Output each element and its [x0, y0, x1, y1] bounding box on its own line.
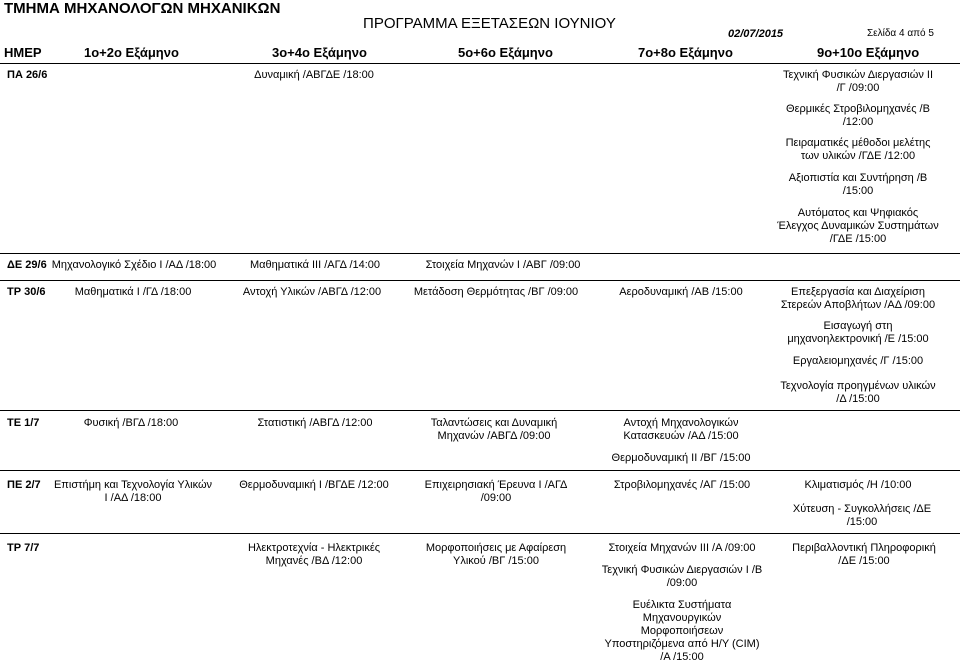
- exam-entry: Τεχνολογία προηγμένων υλικών /Δ /15:00: [780, 380, 936, 405]
- day-label: ΤΡ 30/6: [7, 286, 46, 298]
- exam-entry: Θερμικές Στροβιλομηχανές /Β /12:00: [786, 103, 930, 128]
- exam-entry: Πειραματικές μέθοδοι μελέτης των υλικών /ΓΔΕ /12:00: [785, 137, 931, 162]
- day-label: ΠΕ 2/7: [7, 479, 41, 491]
- exam-entry: Μετάδοση Θερμότητας /ΒΓ /09:00: [413, 286, 579, 298]
- exam-entry: Μηχανολογικό Σχέδιο Ι /ΑΔ /18:00: [51, 259, 217, 271]
- page-title: ΠΡΟΓΡΑΜΜΑ ΕΞΕΤΑΣΕΩΝ ΙΟΥΝΙΟΥ: [363, 15, 616, 32]
- exam-entry: Τεχνική Φυσικών Διεργασιών ΙΙ /Γ /09:00: [782, 69, 934, 94]
- exam-entry: Ταλαντώσεις και Δυναμική Μηχανών /ΑΒΓΔ /09:00: [430, 417, 558, 442]
- exam-entry: Μορφοποιήσεις με Αφαίρεση Υλικού /ΒΓ /15:00: [425, 542, 567, 567]
- exam-entry: Αξιοπιστία και Συντήρηση /Β /15:00: [788, 172, 928, 197]
- day-label: ΤΕ 1/7: [7, 417, 40, 429]
- exam-entry: Εργαλειομηχανές /Γ /15:00: [792, 355, 924, 367]
- day-label: ΔΕ 29/6: [7, 259, 47, 271]
- exam-entry: Χύτευση - Συγκολλήσεις /ΔΕ /15:00: [792, 503, 932, 528]
- exam-entry: Επιχειρησιακή Έρευνα Ι /ΑΓΔ /09:00: [424, 479, 568, 504]
- department-title: ΤΜΗΜΑ ΜΗΧΑΝΟΛΟΓΩΝ ΜΗΧΑΝΙΚΩΝ: [4, 0, 281, 17]
- exam-entry: Δυναμική /ΑΒΓΔΕ /18:00: [254, 69, 374, 81]
- row-divider: [0, 533, 960, 534]
- column-header-sem-7-8: 7ο+8ο Εξάμηνο: [638, 45, 733, 60]
- column-header-sem-3-4: 3ο+4ο Εξάμηνο: [272, 45, 367, 60]
- exam-entry: Μαθηματικά ΙΙΙ /ΑΓΔ /14:00: [249, 259, 381, 271]
- exam-entry: Περιβαλλοντική Πληροφορική /ΔΕ /15:00: [792, 542, 936, 567]
- exam-entry: Αυτόματος και Ψηφιακός Έλεγχος Δυναμικών Συστημάτων /ΓΔΕ /15:00: [777, 207, 939, 245]
- exam-entry: Ηλεκτροτεχνία - Ηλεκτρικές Μηχανές /ΒΔ /12:00: [247, 542, 381, 567]
- exam-entry: Στροβιλομηχανές /ΑΓ /15:00: [613, 479, 751, 491]
- row-divider: [0, 253, 960, 254]
- exam-entry: Επεξεργασία και Διαχείριση Στερεών Αποβλήτων /ΑΔ /09:00: [780, 286, 936, 311]
- exam-entry: Στοιχεία Μηχανών ΙΙΙ /Α /09:00: [608, 542, 756, 554]
- row-divider: [0, 410, 960, 411]
- row-divider: [0, 470, 960, 471]
- exam-entry: Μαθηματικά Ι /ΓΔ /18:00: [74, 286, 192, 298]
- column-header-sem-5-6: 5ο+6ο Εξάμηνο: [458, 45, 553, 60]
- exam-entry: Αεροδυναμική /ΑΒ /15:00: [619, 286, 743, 298]
- day-label: ΤΡ 7/7: [7, 542, 40, 554]
- exam-entry: Ευέλικτα Συστήματα Μηχανουργικών Μορφοποιήσεων Υποστηριζόμενα από Η/Υ (CIM) /Α /15:00: [604, 599, 760, 663]
- exam-entry: Αντοχή Μηχανολογικών Κατασκευών /ΑΔ /15:00: [623, 417, 739, 442]
- exam-entry: Στοιχεία Μηχανών Ι /ΑΒΓ /09:00: [425, 259, 581, 271]
- column-header-sem-1-2: 1ο+2ο Εξάμηνο: [84, 45, 179, 60]
- exam-entry: Θερμοδυναμική ΙΙ /ΒΓ /15:00: [611, 452, 751, 464]
- print-date: 02/07/2015: [728, 28, 784, 40]
- day-label: ΠΑ 26/6: [7, 69, 48, 81]
- exam-entry: Επιστήμη και Τεχνολογία Υλικών Ι /ΑΔ /18:00: [53, 479, 213, 504]
- exam-entry: Εισαγωγή στη μηχανοηλεκτρονική /Ε /15:00: [787, 320, 929, 345]
- exam-entry: Τεχνική Φυσικών Διεργασιών Ι /Β /09:00: [601, 564, 763, 589]
- exam-entry: Θερμοδυναμική Ι /ΒΓΔΕ /12:00: [239, 479, 389, 491]
- exam-entry: Κλιματισμός /Η /10:00: [804, 479, 912, 491]
- column-header-sem-9-10: 9ο+10ο Εξάμηνο: [817, 45, 920, 60]
- exam-entry: Φυσική /ΒΓΔ /18:00: [83, 417, 179, 429]
- header-divider: [0, 63, 960, 64]
- exam-entry: Στατιστική /ΑΒΓΔ /12:00: [257, 417, 373, 429]
- row-divider: [0, 280, 960, 281]
- page-number: Σελίδα 4 από 5: [867, 28, 934, 39]
- column-header-day: ΗΜΕΡ: [4, 45, 42, 60]
- exam-entry: Αντοχή Υλικών /ΑΒΓΔ /12:00: [242, 286, 382, 298]
